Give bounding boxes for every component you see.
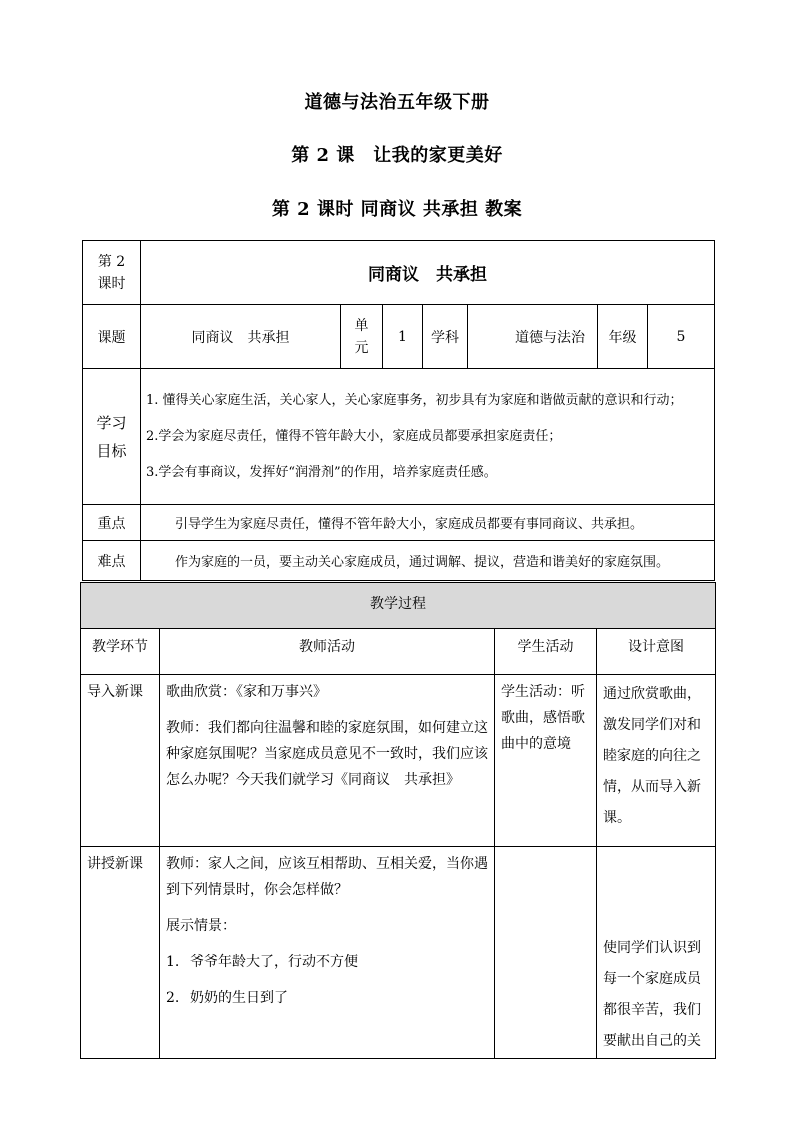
design-text: 使同学们认识到每一个家庭成员都很辛苦，我们要献出自己的关 (603, 940, 701, 1049)
list-number: 2. (166, 990, 180, 1006)
key-label: 重点 (83, 505, 141, 541)
student-cell (495, 847, 597, 1059)
grade-value: 5 (648, 305, 715, 369)
session-value: 同商议 共承担 (141, 241, 715, 305)
teacher-text: 教师：我们都向往温馨和睦的家庭氛围，如何建立这种家庭氛围呢？当家庭成员意见不一致时，我们应该怎么办呢？今天我们就学习《同商议 共承担》 (166, 720, 488, 788)
goal-item: 2.学会为家庭尽责任，懂得不管年龄大小，家庭成员都要承担家庭责任； (146, 428, 562, 444)
lesson-info-table (82, 240, 715, 581)
difficulty-value: 作为家庭的一员，要主动关心家庭成员，通过调解、提议，营造和谐美好的家庭氛围。 (141, 541, 715, 581)
design-cell (597, 675, 716, 847)
col-teacher: 教师活动 (160, 629, 495, 675)
process-header: 教学过程 (81, 583, 716, 629)
design-cell (597, 847, 716, 1059)
subject-value: 道德与法治 (468, 305, 598, 369)
unit-label: 单 元 (341, 305, 383, 369)
stage-label: 讲授新课 (87, 856, 143, 872)
difficulty-label: 难点 (83, 541, 141, 581)
design-text: 通过欣赏歌曲，激发同学们对和睦家庭的向往之情，从而导入新课。 (603, 686, 701, 826)
unit-value: 1 (383, 305, 423, 369)
teaching-process-table (80, 582, 716, 1059)
teacher-cell (160, 675, 495, 847)
student-cell (495, 675, 597, 847)
student-text: 学生活动：听歌曲，感悟歌曲中的意境 (501, 684, 585, 752)
goal-item: 1. 懂得关心家庭生活，关心家人，关心家庭事务，初步具有为家庭和谐做贡献的意识和行动； (146, 392, 683, 408)
stage-cell (81, 847, 160, 1059)
list-text: 爷爷年龄大了，行动不方便 (190, 954, 358, 970)
table-row (81, 675, 716, 847)
teacher-cell (160, 847, 495, 1059)
lesson-title: 第 2 课 让我的家更美好 (291, 145, 503, 166)
goals-cell (141, 369, 715, 505)
table-row (81, 847, 716, 1059)
col-student: 学生活动 (495, 629, 597, 675)
key-value: 引导学生为家庭尽责任，懂得不管年龄大小，家庭成员都要有事同商议、共承担。 (141, 505, 715, 541)
topic-value: 同商议 共承担 (141, 305, 341, 369)
subject-label: 学科 (423, 305, 468, 369)
goal-item: 3.学会有事商议，发挥好“润滑剂”的作用，培养家庭责任感。 (146, 464, 497, 480)
topic-label: 课题 (83, 305, 141, 369)
document-title: 道德与法治五年级下册 (304, 92, 490, 113)
goals-label: 学习 目标 (83, 369, 141, 505)
stage-label: 导入新课 (87, 684, 143, 700)
list-item (166, 949, 488, 975)
list-number: 1. (166, 954, 180, 970)
session-label: 第 2 课时 (83, 241, 141, 305)
list-text: 奶奶的生日到了 (190, 990, 288, 1006)
list-item (166, 985, 488, 1011)
col-design: 设计意图 (597, 629, 716, 675)
col-stage: 教学环节 (81, 629, 160, 675)
grade-label: 年级 (598, 305, 648, 369)
teacher-text: 教师：家人之间，应该互相帮助、互相关爱，当你遇到下列情景时，你会怎样做？ (166, 856, 488, 898)
stage-cell (81, 675, 160, 847)
session-title: 第 2 课时 同商议 共承担 教案 (271, 199, 523, 220)
teacher-text: 歌曲欣赏：《家和万事兴》 (166, 684, 327, 700)
teacher-text: 展示情景： (166, 918, 236, 934)
